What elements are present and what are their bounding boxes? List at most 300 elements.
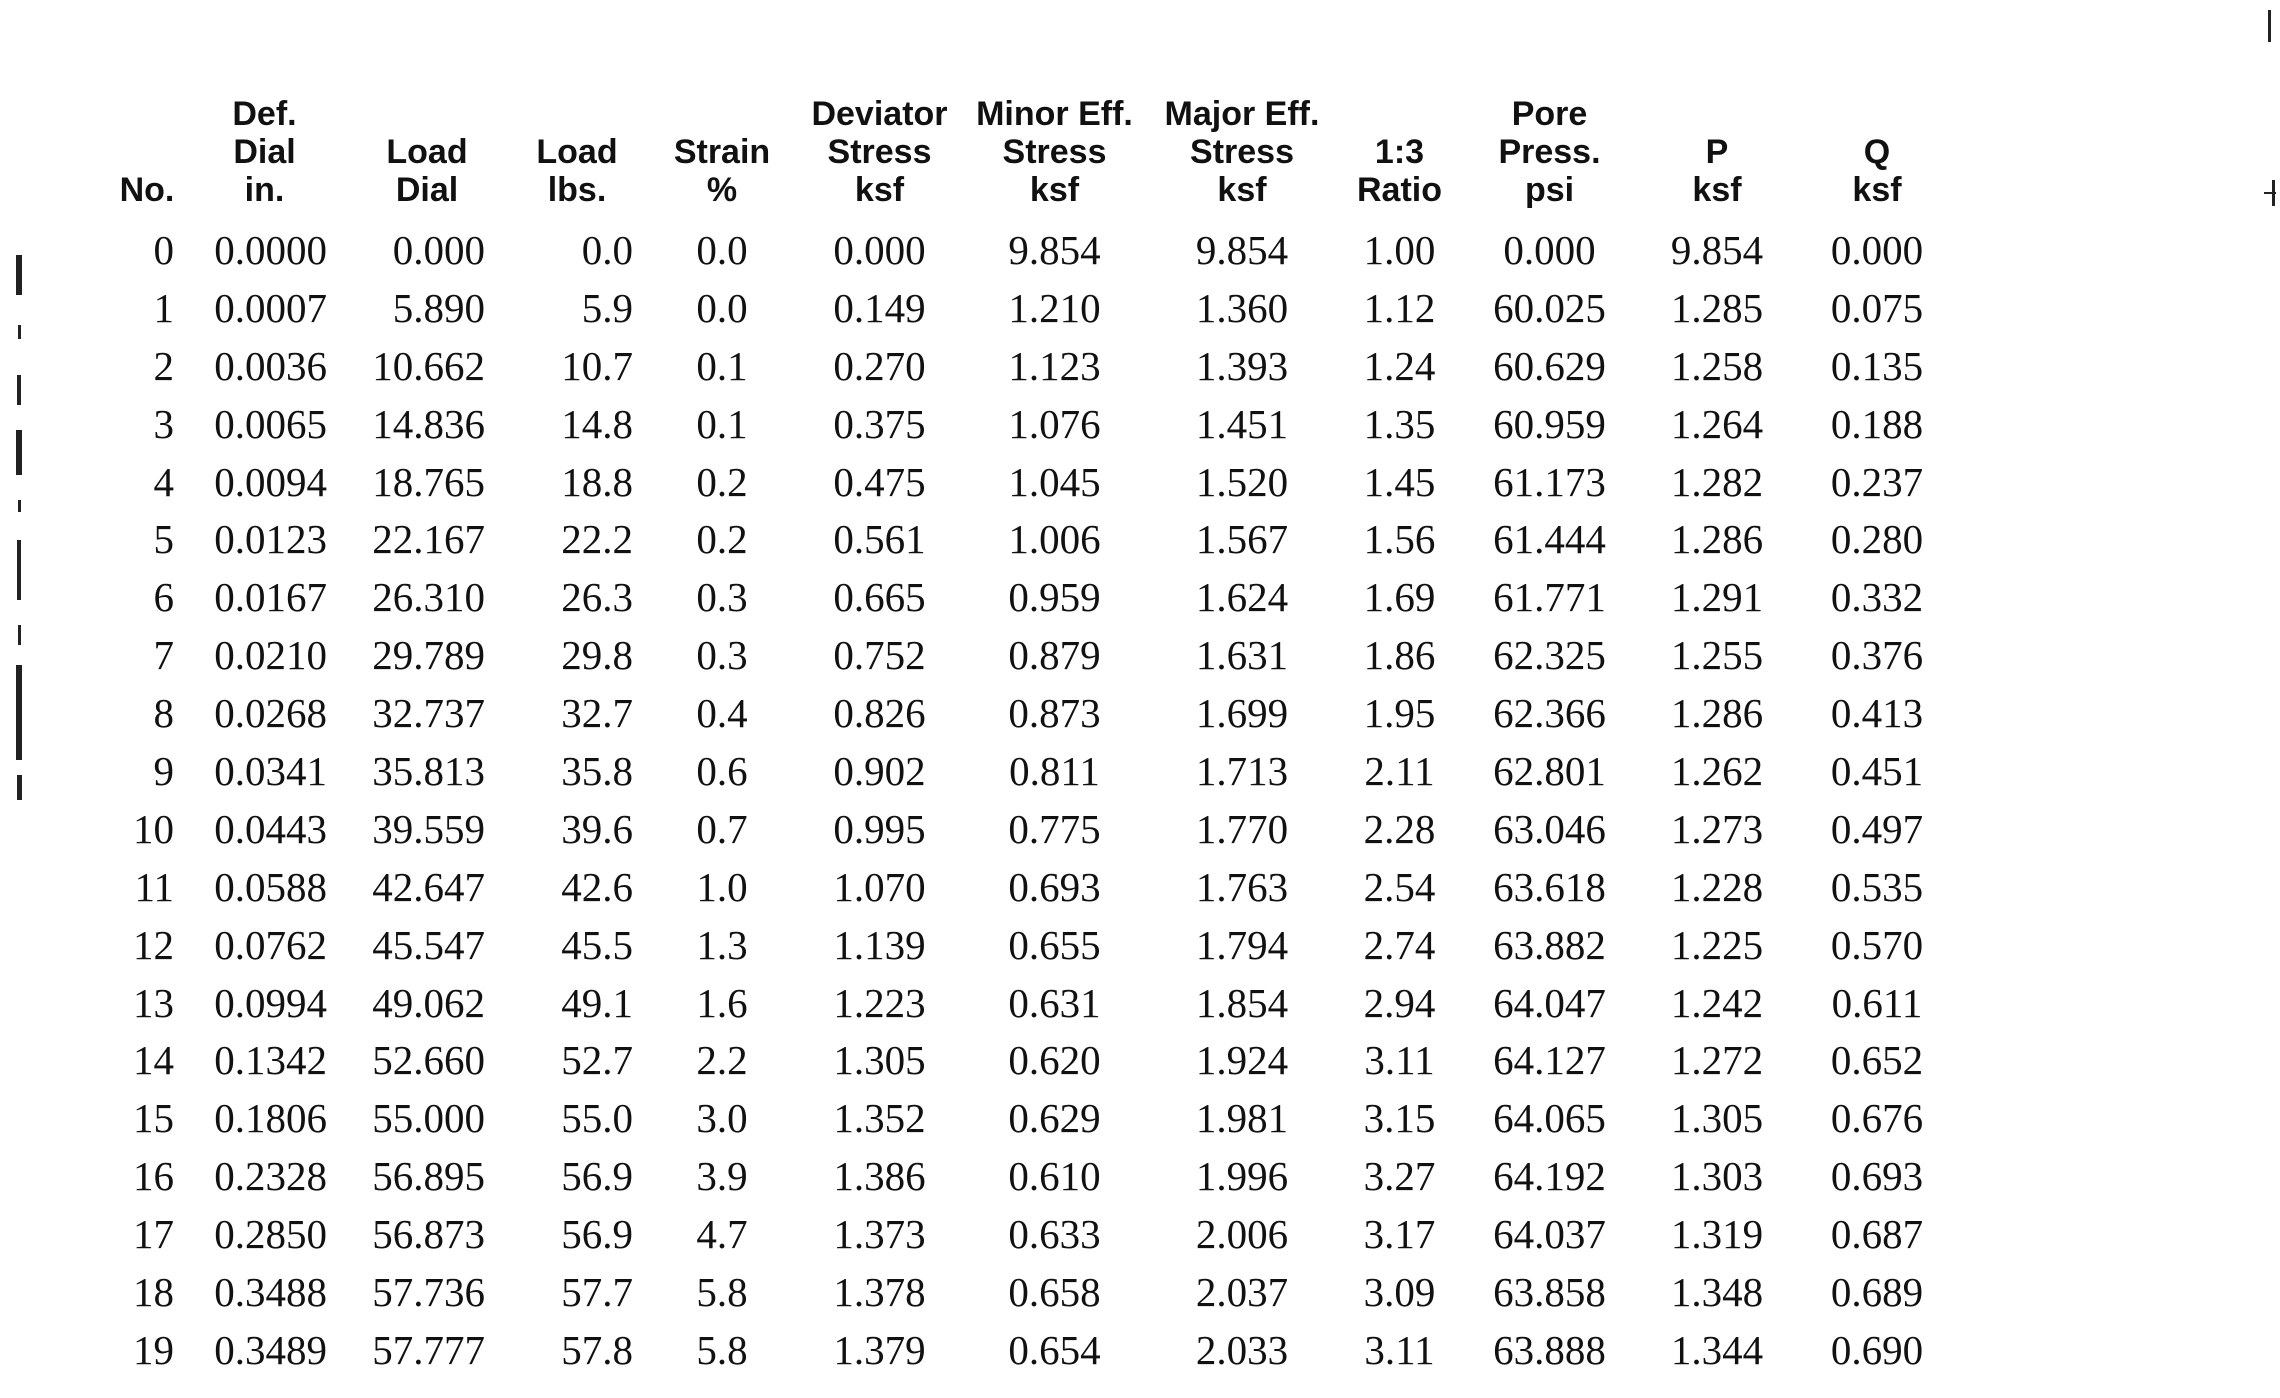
cell-major-eff-stress: 1.631: [1195, 632, 1289, 679]
column-header-line: Dial: [395, 171, 459, 209]
cell-minor-eff-stress: 0.658: [1008, 1268, 1101, 1315]
column-header-line: Stress: [1002, 133, 1107, 171]
column-header-line: Stress: [1190, 133, 1294, 171]
cell-pore-press: 60.629: [1493, 342, 1606, 389]
cell-load-dial: 39.559: [372, 805, 485, 852]
cell-load-dial: 57.736: [372, 1268, 485, 1315]
table-row: [112, 453, 1957, 511]
cell-p: 1.273: [1670, 805, 1764, 852]
cell-ratio: 3.17: [1363, 1211, 1436, 1258]
cell-def-dial: 0.2328: [214, 1153, 327, 1200]
cell-load-dial: 32.737: [372, 690, 485, 737]
cell-strain: 0.4: [696, 690, 748, 737]
table-row: [112, 568, 1957, 626]
cell-ratio: 1.12: [1363, 284, 1436, 331]
cell-strain: 1.6: [696, 979, 748, 1026]
cell-q: 0.693: [1830, 1153, 1924, 1200]
table-row: [112, 1321, 1957, 1379]
cell-p: 1.282: [1670, 458, 1764, 505]
table-row: [112, 974, 1957, 1032]
cell-def-dial: 0.0341: [214, 747, 327, 794]
table-row: [112, 279, 1957, 337]
cell-ratio: 3.11: [1364, 1326, 1435, 1373]
table-row: [112, 742, 1957, 800]
table-row: [112, 916, 1957, 974]
cell-major-eff-stress: 1.624: [1195, 574, 1289, 621]
cell-def-dial: 0.0762: [214, 921, 327, 968]
cell-load-dial: 42.647: [372, 863, 485, 910]
cell-major-eff-stress: 1.520: [1195, 458, 1289, 505]
cell-minor-eff-stress: 0.620: [1008, 1037, 1101, 1084]
cell-ratio: 1.95: [1363, 690, 1436, 737]
cell-load-dial: 49.062: [372, 979, 485, 1026]
table-row: [112, 221, 1957, 279]
cell-pore-press: 64.065: [1493, 1095, 1606, 1142]
cell-def-dial: 0.0036: [214, 342, 327, 389]
cell-deviator-stress: 0.000: [833, 226, 926, 273]
cell-strain: 0.1: [696, 342, 748, 389]
cell-p: 1.258: [1670, 342, 1764, 389]
column-header-line: psi: [1524, 171, 1575, 209]
cell-minor-eff-stress: 0.959: [1008, 574, 1101, 621]
cell-no: 1: [153, 284, 174, 331]
cell-strain: 0.2: [696, 458, 748, 505]
table-row: [112, 800, 1957, 858]
cell-q: 0.280: [1830, 516, 1924, 563]
column-header-line: Minor Eff.: [976, 95, 1133, 133]
cell-load-lbs: 5.9: [581, 284, 633, 331]
cell-minor-eff-stress: 0.610: [1008, 1153, 1101, 1200]
cell-minor-eff-stress: 0.873: [1008, 690, 1101, 737]
column-header-line: ksf: [854, 171, 905, 209]
cell-load-lbs: 14.8: [561, 400, 633, 447]
cell-no: 16: [133, 1153, 174, 1200]
cell-major-eff-stress: 2.033: [1195, 1326, 1289, 1373]
column-header-major-eff-stress: [1147, 95, 1337, 221]
cell-pore-press: 60.025: [1493, 284, 1606, 331]
column-header-line: ksf: [1692, 171, 1742, 209]
cell-p: 1.291: [1670, 574, 1764, 621]
cell-load-dial: 29.789: [372, 632, 485, 679]
cell-load-lbs: 52.7: [561, 1037, 633, 1084]
cell-load-lbs: 10.7: [561, 342, 633, 389]
cell-load-dial: 56.895: [372, 1153, 485, 1200]
cell-strain: 3.0: [696, 1095, 748, 1142]
column-header-line: lbs.: [547, 171, 607, 209]
cell-pore-press: 64.192: [1493, 1153, 1606, 1200]
cell-q: 0.570: [1830, 921, 1924, 968]
cell-no: 18: [133, 1268, 174, 1315]
column-header-load-dial: [347, 95, 507, 221]
cell-load-lbs: 26.3: [561, 574, 633, 621]
cell-deviator-stress: 0.270: [833, 342, 926, 389]
cell-load-dial: 56.873: [372, 1211, 485, 1258]
column-header-line: Dial: [233, 133, 296, 171]
edge-scan-mark: [2264, 192, 2276, 194]
cell-strain: 0.1: [696, 400, 748, 447]
column-header-line: in.: [244, 171, 285, 209]
cell-pore-press: 62.801: [1493, 747, 1606, 794]
cell-def-dial: 0.0094: [214, 458, 327, 505]
cell-def-dial: 0.0000: [214, 226, 327, 273]
cell-load-lbs: 29.8: [561, 632, 633, 679]
cell-pore-press: 63.618: [1493, 863, 1606, 910]
cell-def-dial: 0.0123: [214, 516, 327, 563]
cell-load-dial: 35.813: [372, 747, 485, 794]
cell-no: 7: [153, 632, 174, 679]
cell-major-eff-stress: 1.360: [1195, 284, 1289, 331]
cell-minor-eff-stress: 0.631: [1008, 979, 1101, 1026]
cell-no: 9: [153, 747, 174, 794]
cell-no: 17: [133, 1211, 174, 1258]
cell-q: 0.687: [1830, 1211, 1924, 1258]
cell-deviator-stress: 0.665: [833, 574, 926, 621]
cell-ratio: 3.09: [1363, 1268, 1436, 1315]
cell-pore-press: 60.959: [1493, 400, 1606, 447]
table-row: [112, 1147, 1957, 1205]
table-header-row: [112, 95, 1957, 221]
cell-major-eff-stress: 2.037: [1195, 1268, 1289, 1315]
cell-p: 9.854: [1670, 226, 1764, 273]
cell-pore-press: 63.888: [1493, 1326, 1606, 1373]
cell-strain: 4.7: [696, 1211, 748, 1258]
column-header-p: [1637, 95, 1797, 221]
column-header-line: Major Eff.: [1164, 95, 1320, 133]
cell-pore-press: 0.000: [1503, 226, 1596, 273]
table-row: [112, 1263, 1957, 1321]
table-row: [112, 858, 1957, 916]
table-row: [112, 510, 1957, 568]
column-header-line: Stress: [827, 133, 932, 171]
column-header-line: ksf: [1029, 171, 1080, 209]
cell-major-eff-stress: 1.996: [1195, 1153, 1289, 1200]
cell-load-dial: 22.167: [372, 516, 485, 563]
column-header-strain: [647, 95, 797, 221]
table-row: [112, 1205, 1957, 1263]
cell-pore-press: 63.882: [1493, 921, 1606, 968]
cell-pore-press: 62.366: [1493, 690, 1606, 737]
cell-deviator-stress: 1.070: [833, 863, 926, 910]
column-header-line: Load: [536, 133, 618, 171]
column-header-line: Pore: [1511, 95, 1588, 133]
cell-p: 1.262: [1670, 747, 1764, 794]
cell-pore-press: 63.046: [1493, 805, 1606, 852]
cell-load-lbs: 0.0: [581, 226, 633, 273]
cell-strain: 2.2: [696, 1037, 748, 1084]
cell-p: 1.242: [1670, 979, 1764, 1026]
triaxial-test-table: [112, 95, 1957, 1379]
cell-pore-press: 61.173: [1493, 458, 1606, 505]
column-header-minor-eff-stress: [962, 95, 1147, 221]
cell-minor-eff-stress: 0.775: [1008, 805, 1101, 852]
cell-strain: 1.3: [696, 921, 748, 968]
cell-q: 0.535: [1830, 863, 1924, 910]
cell-q: 0.237: [1830, 458, 1924, 505]
cell-minor-eff-stress: 1.210: [1008, 284, 1101, 331]
cell-p: 1.286: [1670, 516, 1764, 563]
cell-deviator-stress: 0.752: [833, 632, 926, 679]
cell-major-eff-stress: 1.763: [1195, 863, 1289, 910]
cell-q: 0.135: [1830, 342, 1924, 389]
cell-deviator-stress: 0.826: [833, 690, 926, 737]
cell-p: 1.305: [1670, 1095, 1764, 1142]
cell-pore-press: 61.444: [1493, 516, 1606, 563]
cell-p: 1.303: [1670, 1153, 1764, 1200]
cell-def-dial: 0.0268: [214, 690, 327, 737]
cell-minor-eff-stress: 0.693: [1008, 863, 1101, 910]
cell-major-eff-stress: 1.713: [1195, 747, 1289, 794]
cell-ratio: 1.69: [1363, 574, 1436, 621]
column-header-line: ksf: [1217, 171, 1267, 209]
column-header-no: [112, 95, 182, 221]
cell-no: 15: [133, 1095, 174, 1142]
cell-pore-press: 62.325: [1493, 632, 1606, 679]
cell-strain: 0.3: [696, 632, 748, 679]
column-header-pore-press: [1462, 95, 1637, 221]
cell-minor-eff-stress: 0.811: [1009, 747, 1100, 794]
cell-def-dial: 0.0443: [214, 805, 327, 852]
cell-load-dial: 55.000: [372, 1095, 485, 1142]
column-header-line: Load: [386, 133, 468, 171]
cell-ratio: 1.45: [1363, 458, 1436, 505]
cell-load-dial: 52.660: [372, 1037, 485, 1084]
cell-q: 0.075: [1830, 284, 1924, 331]
cell-p: 1.225: [1670, 921, 1764, 968]
edge-scan-mark: [2268, 10, 2271, 42]
cell-no: 5: [153, 516, 174, 563]
column-header-line: Q: [1863, 133, 1891, 171]
cell-strain: 0.3: [696, 574, 748, 621]
cell-def-dial: 0.3489: [214, 1326, 327, 1373]
table-row: [112, 1089, 1957, 1147]
cell-p: 1.348: [1670, 1268, 1764, 1315]
cell-no: 14: [133, 1037, 174, 1084]
cell-no: 6: [153, 574, 174, 621]
cell-q: 0.689: [1830, 1268, 1924, 1315]
table-row: [112, 395, 1957, 453]
cell-q: 0.188: [1830, 400, 1924, 447]
cell-q: 0.652: [1830, 1037, 1924, 1084]
cell-major-eff-stress: 1.981: [1195, 1095, 1289, 1142]
column-header-deviator-stress: [797, 95, 962, 221]
cell-strain: 0.0: [696, 284, 748, 331]
cell-q: 0.376: [1830, 632, 1924, 679]
cell-load-dial: 14.836: [372, 400, 485, 447]
cell-ratio: 2.74: [1363, 921, 1436, 968]
cell-strain: 0.7: [696, 805, 748, 852]
cell-load-lbs: 18.8: [561, 458, 633, 505]
cell-load-lbs: 56.9: [561, 1153, 633, 1200]
cell-major-eff-stress: 1.794: [1195, 921, 1289, 968]
cell-deviator-stress: 1.379: [833, 1326, 926, 1373]
cell-major-eff-stress: 2.006: [1195, 1211, 1289, 1258]
cell-p: 1.286: [1670, 690, 1764, 737]
cell-p: 1.344: [1670, 1326, 1764, 1373]
cell-def-dial: 0.0065: [214, 400, 327, 447]
cell-def-dial: 0.0588: [214, 863, 327, 910]
cell-ratio: 2.28: [1363, 805, 1436, 852]
cell-major-eff-stress: 1.924: [1195, 1037, 1289, 1084]
cell-q: 0.497: [1830, 805, 1924, 852]
cell-major-eff-stress: 1.699: [1195, 690, 1289, 737]
cell-minor-eff-stress: 1.006: [1008, 516, 1101, 563]
cell-def-dial: 0.2850: [214, 1211, 327, 1258]
column-header-line: Deviator: [811, 95, 948, 133]
cell-def-dial: 0.0167: [214, 574, 327, 621]
cell-q: 0.676: [1830, 1095, 1924, 1142]
cell-p: 1.319: [1670, 1211, 1764, 1258]
cell-deviator-stress: 0.375: [833, 400, 926, 447]
cell-q: 0.413: [1830, 690, 1924, 737]
cell-ratio: 2.54: [1363, 863, 1436, 910]
cell-major-eff-stress: 1.854: [1195, 979, 1289, 1026]
column-header-q: [1797, 95, 1957, 221]
cell-deviator-stress: 0.902: [833, 747, 926, 794]
cell-load-lbs: 57.8: [561, 1326, 633, 1373]
cell-ratio: 3.27: [1363, 1153, 1436, 1200]
cell-no: 3: [153, 400, 174, 447]
cell-minor-eff-stress: 1.123: [1008, 342, 1101, 389]
cell-deviator-stress: 0.149: [833, 284, 926, 331]
cell-pore-press: 63.858: [1493, 1268, 1606, 1315]
cell-minor-eff-stress: 0.654: [1008, 1326, 1101, 1373]
column-header-line: Def.: [232, 95, 297, 133]
cell-def-dial: 0.1342: [214, 1037, 327, 1084]
table-row: [112, 626, 1957, 684]
cell-q: 0.690: [1830, 1326, 1924, 1373]
cell-q: 0.332: [1830, 574, 1924, 621]
cell-p: 1.228: [1670, 863, 1764, 910]
cell-minor-eff-stress: 0.633: [1008, 1211, 1101, 1258]
cell-p: 1.255: [1670, 632, 1764, 679]
cell-deviator-stress: 0.561: [833, 516, 926, 563]
column-header-line: %: [706, 171, 738, 209]
cell-major-eff-stress: 1.770: [1195, 805, 1289, 852]
cell-load-dial: 45.547: [372, 921, 485, 968]
cell-load-lbs: 49.1: [561, 979, 633, 1026]
cell-deviator-stress: 0.475: [833, 458, 926, 505]
cell-load-lbs: 35.8: [561, 747, 633, 794]
cell-minor-eff-stress: 0.879: [1008, 632, 1101, 679]
cell-minor-eff-stress: 0.655: [1008, 921, 1101, 968]
cell-major-eff-stress: 1.451: [1195, 400, 1289, 447]
cell-load-lbs: 56.9: [561, 1211, 633, 1258]
cell-load-lbs: 45.5: [561, 921, 633, 968]
cell-def-dial: 0.3488: [214, 1268, 327, 1315]
cell-load-lbs: 39.6: [561, 805, 633, 852]
cell-minor-eff-stress: 1.045: [1008, 458, 1101, 505]
cell-load-lbs: 55.0: [561, 1095, 633, 1142]
cell-no: 2: [153, 342, 174, 389]
cell-q: 0.451: [1830, 747, 1924, 794]
cell-pore-press: 64.047: [1493, 979, 1606, 1026]
cell-no: 11: [134, 863, 174, 910]
cell-deviator-stress: 1.352: [833, 1095, 926, 1142]
cell-load-dial: 18.765: [372, 458, 485, 505]
cell-strain: 5.8: [696, 1326, 748, 1373]
cell-strain: 5.8: [696, 1268, 748, 1315]
cell-ratio: 3.15: [1363, 1095, 1436, 1142]
cell-ratio: 1.00: [1363, 226, 1436, 273]
cell-strain: 0.2: [696, 516, 748, 563]
cell-major-eff-stress: 9.854: [1195, 226, 1289, 273]
cell-ratio: 3.11: [1364, 1037, 1435, 1084]
cell-deviator-stress: 1.378: [833, 1268, 926, 1315]
table-body: [112, 221, 1957, 1379]
cell-major-eff-stress: 1.393: [1195, 342, 1289, 389]
cell-def-dial: 0.0007: [214, 284, 327, 331]
cell-load-lbs: 22.2: [561, 516, 633, 563]
cell-deviator-stress: 1.139: [833, 921, 926, 968]
column-header-line: P: [1705, 133, 1729, 171]
column-header-def-dial: [182, 95, 347, 221]
cell-pore-press: 64.127: [1493, 1037, 1606, 1084]
cell-q: 0.611: [1831, 979, 1923, 1026]
cell-strain: 0.0: [696, 226, 748, 273]
cell-ratio: 1.56: [1363, 516, 1436, 563]
cell-no: 10: [133, 805, 174, 852]
cell-def-dial: 0.0210: [214, 632, 327, 679]
cell-ratio: 2.94: [1363, 979, 1436, 1026]
cell-minor-eff-stress: 9.854: [1008, 226, 1101, 273]
column-header-line: ksf: [1852, 171, 1902, 209]
cell-pore-press: 61.771: [1493, 574, 1606, 621]
cell-def-dial: 0.1806: [214, 1095, 327, 1142]
cell-no: 0: [153, 226, 174, 273]
cell-no: 12: [133, 921, 174, 968]
cell-no: 4: [153, 458, 174, 505]
cell-load-lbs: 42.6: [561, 863, 633, 910]
cell-major-eff-stress: 1.567: [1195, 516, 1289, 563]
cell-no: 13: [133, 979, 174, 1026]
column-header-ratio: [1337, 95, 1462, 221]
cell-ratio: 1.86: [1363, 632, 1436, 679]
cell-p: 1.272: [1670, 1037, 1764, 1084]
cell-strain: 1.0: [696, 863, 748, 910]
column-header-line: No.: [119, 171, 175, 209]
cell-ratio: 1.24: [1363, 342, 1436, 389]
cell-deviator-stress: 1.386: [833, 1153, 926, 1200]
margin-scan-marks: [16, 255, 26, 815]
cell-load-dial: 10.662: [372, 342, 485, 389]
cell-ratio: 2.11: [1364, 747, 1435, 794]
cell-load-dial: 26.310: [372, 574, 485, 621]
cell-pore-press: 64.037: [1493, 1211, 1606, 1258]
cell-load-dial: 57.777: [372, 1326, 485, 1373]
cell-strain: 0.6: [696, 747, 748, 794]
cell-ratio: 1.35: [1363, 400, 1436, 447]
cell-no: 19: [133, 1326, 174, 1373]
table-row: [112, 337, 1957, 395]
column-header-line: Press.: [1498, 133, 1601, 171]
cell-deviator-stress: 1.305: [833, 1037, 926, 1084]
cell-load-lbs: 32.7: [561, 690, 633, 737]
cell-p: 1.264: [1670, 400, 1764, 447]
cell-def-dial: 0.0994: [214, 979, 327, 1026]
column-header-line: Strain: [673, 133, 771, 171]
column-header-line: Ratio: [1357, 171, 1442, 209]
table-row: [112, 1031, 1957, 1089]
cell-no: 8: [153, 690, 174, 737]
column-header-line: 1:3: [1374, 133, 1425, 171]
cell-minor-eff-stress: 0.629: [1008, 1095, 1101, 1142]
cell-q: 0.000: [1830, 226, 1924, 273]
column-header-load-lbs: [507, 95, 647, 221]
cell-p: 1.285: [1670, 284, 1764, 331]
cell-deviator-stress: 0.995: [833, 805, 926, 852]
cell-load-dial: 0.000: [392, 226, 485, 273]
cell-deviator-stress: 1.373: [833, 1211, 926, 1258]
